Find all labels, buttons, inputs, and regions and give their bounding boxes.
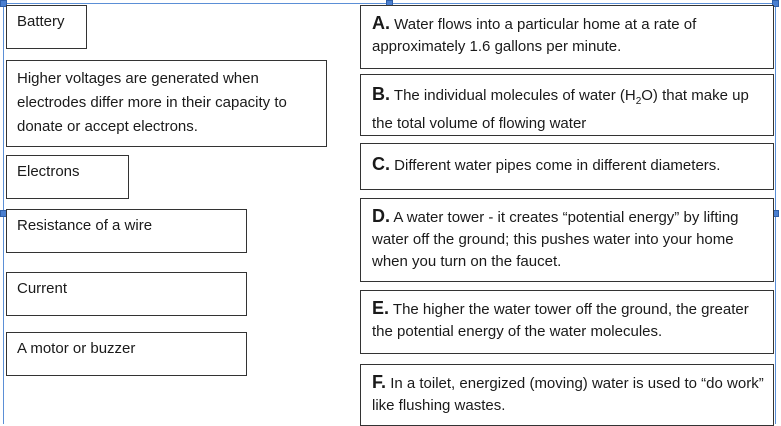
term-electrons-text: Electrons <box>17 163 80 180</box>
definition-c-letter: C. <box>372 154 390 174</box>
definition-a-letter: A. <box>372 13 390 33</box>
definition-e-text: The higher the water tower off the ground, the greater the potential energy of the water molecules. <box>372 301 749 340</box>
term-voltage[interactable] <box>6 60 327 147</box>
definition-a-text: Water flows into a particular home at a rate of approximately 1.6 gallons per minute. <box>372 16 697 55</box>
term-current-text: Current <box>17 280 68 297</box>
term-battery-text: Battery <box>17 13 65 30</box>
term-current[interactable] <box>6 272 247 316</box>
definition-e-letter: E. <box>372 298 390 318</box>
definition-b-text-after: O) that make up the total volume of flowing water <box>372 87 749 132</box>
definition-d-text: A water tower - it creates “potential energy” by lifting water off the ground; this pushes water into your home when you turn on the faucet. <box>372 209 739 270</box>
definition-d-letter: D. <box>372 206 390 226</box>
definition-f[interactable] <box>360 364 774 426</box>
definition-d[interactable] <box>360 198 774 282</box>
term-voltage-text: Higher voltages are generated when electrodes differ more in their capacity to donate or accept electrons. <box>17 70 287 135</box>
definition-b-subscript: 2 <box>635 96 642 107</box>
definition-b-text-before: The individual molecules of water (H <box>393 87 636 104</box>
definition-c-text: Different water pipes come in different diameters. <box>394 157 721 174</box>
definition-e[interactable] <box>360 290 774 354</box>
term-resistance[interactable] <box>6 209 247 253</box>
definition-a[interactable] <box>360 5 774 69</box>
term-motor-text: A motor or buzzer <box>17 340 136 357</box>
definition-b[interactable] <box>360 74 774 136</box>
term-electrons[interactable] <box>6 155 129 199</box>
definition-c[interactable] <box>360 143 774 190</box>
definition-f-text: In a toilet, energized (moving) water is used to “do work” like flushing wastes. <box>372 375 764 414</box>
term-resistance-text: Resistance of a wire <box>17 217 153 234</box>
term-motor[interactable] <box>6 332 247 376</box>
definition-f-letter: F. <box>372 372 387 392</box>
definition-b-letter: B. <box>372 84 390 104</box>
term-battery[interactable] <box>6 5 87 49</box>
